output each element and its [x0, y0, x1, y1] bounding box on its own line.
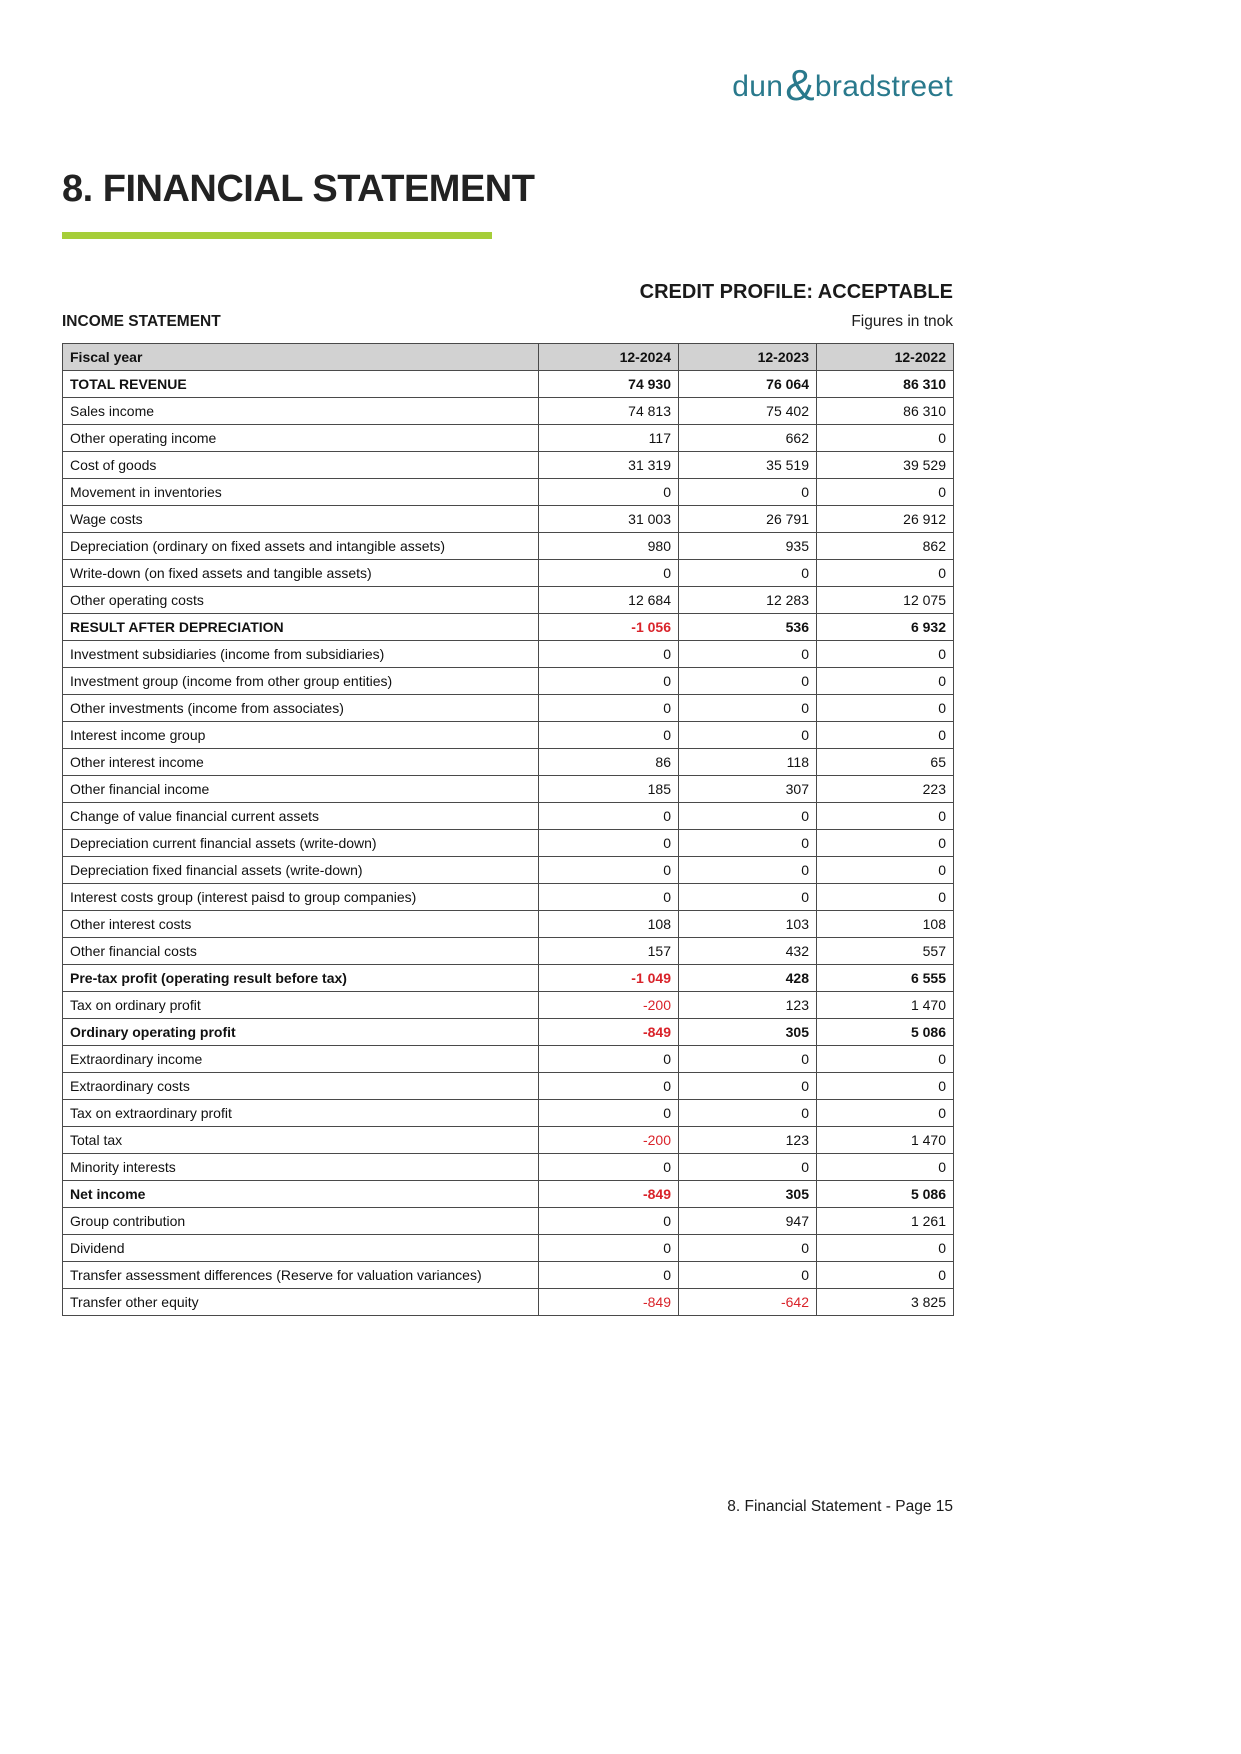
table-row	[63, 722, 954, 749]
row-value: 0	[817, 1154, 954, 1181]
row-value: 0	[817, 560, 954, 587]
table-row	[63, 587, 954, 614]
row-value: 0	[817, 425, 954, 452]
table-row	[63, 857, 954, 884]
row-value: 3 825	[817, 1289, 954, 1316]
row-label: Other financial income	[63, 776, 539, 803]
row-value: 0	[539, 1235, 679, 1262]
row-value: 432	[679, 938, 817, 965]
table-row	[63, 1235, 954, 1262]
table-row	[63, 479, 954, 506]
row-value: 0	[539, 1208, 679, 1235]
row-value: 26 912	[817, 506, 954, 533]
row-value: 0	[539, 1154, 679, 1181]
table-row	[63, 911, 954, 938]
row-label: RESULT AFTER DEPRECIATION	[63, 614, 539, 641]
header-year-2023: 12-2023	[679, 344, 817, 371]
row-value: 185	[539, 776, 679, 803]
row-value: 157	[539, 938, 679, 965]
header-year-2024: 12-2024	[539, 344, 679, 371]
row-value: -1 056	[539, 614, 679, 641]
row-label: Dividend	[63, 1235, 539, 1262]
row-label: Investment group (income from other group entities)	[63, 668, 539, 695]
table-row	[63, 1208, 954, 1235]
row-value: 86 310	[817, 398, 954, 425]
table-row	[63, 803, 954, 830]
row-value: 0	[539, 803, 679, 830]
row-value: 103	[679, 911, 817, 938]
row-value: 536	[679, 614, 817, 641]
row-label: Ordinary operating profit	[63, 1019, 539, 1046]
row-label: Extraordinary costs	[63, 1073, 539, 1100]
row-label: Net income	[63, 1181, 539, 1208]
row-value: 0	[679, 479, 817, 506]
dun-bradstreet-logo	[732, 61, 953, 110]
row-value: 0	[679, 641, 817, 668]
row-value: 0	[539, 1100, 679, 1127]
row-value: 0	[539, 668, 679, 695]
row-value: 0	[817, 857, 954, 884]
row-value: 0	[817, 1262, 954, 1289]
row-value: 31 003	[539, 506, 679, 533]
page-footer: 8. Financial Statement - Page 15	[727, 1498, 953, 1515]
row-value: 305	[679, 1019, 817, 1046]
row-value: 935	[679, 533, 817, 560]
table-row	[63, 1154, 954, 1181]
row-value: 0	[817, 830, 954, 857]
income-statement-table	[62, 343, 954, 1316]
row-value: 5 086	[817, 1181, 954, 1208]
row-value: 223	[817, 776, 954, 803]
row-value: 0	[679, 1100, 817, 1127]
row-value: 123	[679, 992, 817, 1019]
row-value: 0	[539, 479, 679, 506]
row-value: 0	[679, 830, 817, 857]
row-value: 39 529	[817, 452, 954, 479]
table-meta-row	[62, 313, 953, 331]
row-value: 0	[679, 1046, 817, 1073]
table-row	[63, 425, 954, 452]
row-value: 0	[679, 695, 817, 722]
row-value: -1 049	[539, 965, 679, 992]
row-value: -642	[679, 1289, 817, 1316]
table-row	[63, 1289, 954, 1316]
row-label: Depreciation (ordinary on fixed assets and intangible assets)	[63, 533, 539, 560]
row-value: 0	[679, 668, 817, 695]
row-value: 0	[679, 1262, 817, 1289]
row-value: 12 075	[817, 587, 954, 614]
table-row	[63, 668, 954, 695]
page-title: 8. FINANCIAL STATEMENT	[62, 168, 535, 210]
table-row	[63, 1073, 954, 1100]
row-value: 86 310	[817, 371, 954, 398]
table-row	[63, 992, 954, 1019]
row-value: 0	[539, 695, 679, 722]
row-value: 0	[817, 479, 954, 506]
row-value: 557	[817, 938, 954, 965]
row-value: 65	[817, 749, 954, 776]
row-value: -200	[539, 992, 679, 1019]
row-label: Transfer other equity	[63, 1289, 539, 1316]
row-value: 0	[539, 641, 679, 668]
row-value: 0	[679, 803, 817, 830]
row-value: 0	[539, 1262, 679, 1289]
logo-ampersand-icon: &	[785, 61, 815, 110]
row-value: 862	[817, 533, 954, 560]
row-value: 0	[539, 830, 679, 857]
row-value: 74 930	[539, 371, 679, 398]
figures-unit-note: Figures in tnok	[851, 313, 953, 330]
row-value: 117	[539, 425, 679, 452]
table-row	[63, 614, 954, 641]
table-row	[63, 1046, 954, 1073]
income-statement-rows	[63, 371, 954, 1316]
row-label: Transfer assessment differences (Reserve for valuation variances)	[63, 1262, 539, 1289]
row-value: 0	[817, 1100, 954, 1127]
row-value: 31 319	[539, 452, 679, 479]
row-value: 74 813	[539, 398, 679, 425]
row-value: 0	[539, 560, 679, 587]
row-value: 305	[679, 1181, 817, 1208]
table-row	[63, 560, 954, 587]
row-label: Depreciation fixed financial assets (write-down)	[63, 857, 539, 884]
row-value: 0	[817, 1046, 954, 1073]
row-value: 12 283	[679, 587, 817, 614]
row-value: 0	[679, 1073, 817, 1100]
row-value: 0	[539, 857, 679, 884]
row-value: 12 684	[539, 587, 679, 614]
table-header-row	[63, 344, 954, 371]
row-value: 307	[679, 776, 817, 803]
row-label: Change of value financial current assets	[63, 803, 539, 830]
row-value: -849	[539, 1289, 679, 1316]
row-value: 123	[679, 1127, 817, 1154]
row-value: 86	[539, 749, 679, 776]
row-label: Other financial costs	[63, 938, 539, 965]
row-label: Wage costs	[63, 506, 539, 533]
row-label: Other interest income	[63, 749, 539, 776]
row-label: Interest income group	[63, 722, 539, 749]
row-label: Write-down (on fixed assets and tangible assets)	[63, 560, 539, 587]
row-value: 75 402	[679, 398, 817, 425]
row-value: 118	[679, 749, 817, 776]
table-row	[63, 1181, 954, 1208]
row-value: 1 261	[817, 1208, 954, 1235]
table-row	[63, 1100, 954, 1127]
row-label: Sales income	[63, 398, 539, 425]
row-value: 980	[539, 533, 679, 560]
row-value: 6 555	[817, 965, 954, 992]
table-row	[63, 1019, 954, 1046]
row-value: 0	[817, 1235, 954, 1262]
table-row	[63, 830, 954, 857]
row-label: Other interest costs	[63, 911, 539, 938]
row-value: 0	[539, 722, 679, 749]
row-value: 108	[539, 911, 679, 938]
row-value: 0	[817, 695, 954, 722]
table-row	[63, 695, 954, 722]
row-value: 0	[817, 1073, 954, 1100]
income-statement-label: INCOME STATEMENT	[62, 313, 221, 330]
header-fiscal-year: Fiscal year	[63, 344, 539, 371]
row-value: 428	[679, 965, 817, 992]
row-value: 0	[679, 560, 817, 587]
row-value: 0	[539, 1046, 679, 1073]
row-value: 0	[679, 722, 817, 749]
row-label: Pre-tax profit (operating result before tax)	[63, 965, 539, 992]
row-label: Investment subsidiaries (income from subsidiaries)	[63, 641, 539, 668]
row-value: 6 932	[817, 614, 954, 641]
row-label: Minority interests	[63, 1154, 539, 1181]
row-label: Cost of goods	[63, 452, 539, 479]
table-row	[63, 398, 954, 425]
row-value: 0	[679, 857, 817, 884]
table-row	[63, 776, 954, 803]
table-row	[63, 884, 954, 911]
header-year-2022: 12-2022	[817, 344, 954, 371]
row-value: 0	[817, 722, 954, 749]
row-label: Interest costs group (interest paisd to group companies)	[63, 884, 539, 911]
row-value: 0	[679, 884, 817, 911]
row-label: Other investments (income from associates)	[63, 695, 539, 722]
logo-text-dun: dun	[732, 70, 784, 103]
row-label: Other operating income	[63, 425, 539, 452]
table-row	[63, 1262, 954, 1289]
credit-profile-heading: CREDIT PROFILE: ACCEPTABLE	[639, 281, 953, 303]
row-label: Extraordinary income	[63, 1046, 539, 1073]
row-value: 0	[817, 884, 954, 911]
row-value: 0	[679, 1235, 817, 1262]
row-value: 947	[679, 1208, 817, 1235]
row-label: Total tax	[63, 1127, 539, 1154]
row-label: Tax on extraordinary profit	[63, 1100, 539, 1127]
row-value: 0	[539, 884, 679, 911]
table-row	[63, 965, 954, 992]
row-value: 108	[817, 911, 954, 938]
row-value: 76 064	[679, 371, 817, 398]
logo-text-bradstreet: bradstreet	[814, 70, 953, 103]
row-value: 0	[817, 668, 954, 695]
table-row	[63, 938, 954, 965]
row-label: TOTAL REVENUE	[63, 371, 539, 398]
row-label: Movement in inventories	[63, 479, 539, 506]
row-value: -849	[539, 1019, 679, 1046]
table-row	[63, 533, 954, 560]
table-row	[63, 506, 954, 533]
row-value: 0	[817, 641, 954, 668]
row-label: Other operating costs	[63, 587, 539, 614]
row-value: 1 470	[817, 992, 954, 1019]
table-row	[63, 749, 954, 776]
table-row	[63, 641, 954, 668]
row-label: Group contribution	[63, 1208, 539, 1235]
row-value: -849	[539, 1181, 679, 1208]
row-label: Tax on ordinary profit	[63, 992, 539, 1019]
title-accent-bar	[62, 232, 492, 239]
row-value: 26 791	[679, 506, 817, 533]
table-row	[63, 1127, 954, 1154]
row-value: 0	[539, 1073, 679, 1100]
row-value: 5 086	[817, 1019, 954, 1046]
table-row	[63, 452, 954, 479]
row-value: -200	[539, 1127, 679, 1154]
row-value: 0	[817, 803, 954, 830]
row-value: 662	[679, 425, 817, 452]
row-value: 0	[679, 1154, 817, 1181]
row-label: Depreciation current financial assets (write-down)	[63, 830, 539, 857]
row-value: 1 470	[817, 1127, 954, 1154]
table-row	[63, 371, 954, 398]
row-value: 35 519	[679, 452, 817, 479]
